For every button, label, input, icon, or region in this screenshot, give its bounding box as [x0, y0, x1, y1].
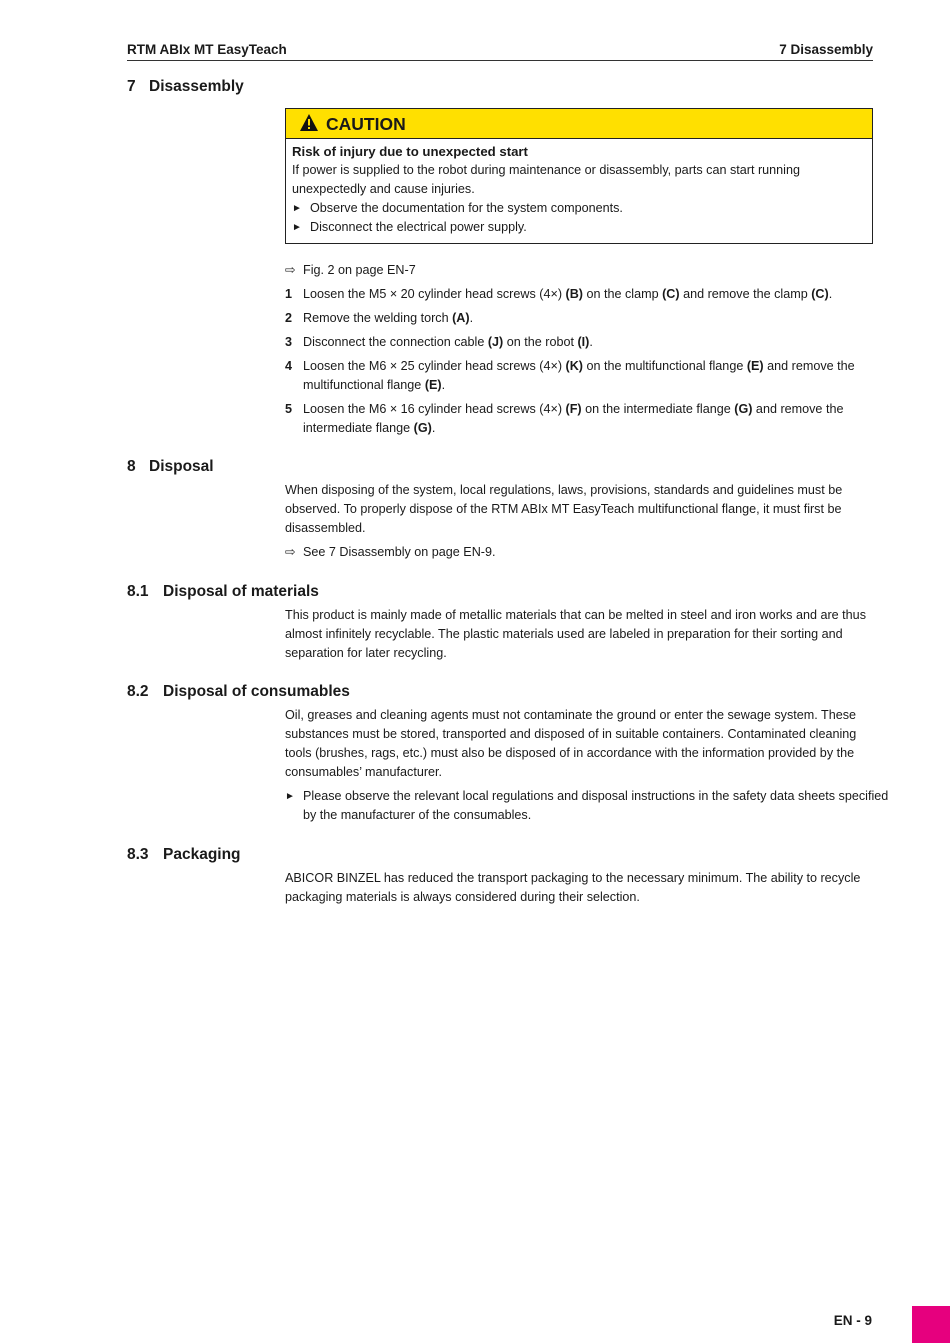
step-text-segment: on the clamp: [583, 287, 663, 301]
step-text: [303, 335, 593, 349]
step-number: 3: [285, 335, 293, 349]
page-tab-marker: [912, 1306, 950, 1343]
caution-text: If power is supplied to the robot during maintenance or disassembly, parts can start running unexpectedly and cause injuries.: [292, 163, 800, 196]
section-8-3-heading: 8.3 Packaging: [127, 846, 241, 863]
step-text-segment: on the robot: [503, 335, 578, 349]
page-header: [127, 40, 873, 61]
caution-body: [286, 139, 872, 243]
figure-reference: ⇨ Fig. 2 on page EN-7: [285, 261, 873, 280]
step-text-segment: Loosen the M6 × 16 cylinder head screws (4×): [303, 402, 566, 416]
step-item: [285, 400, 873, 438]
step-text: [303, 287, 832, 301]
step-text-segment: .: [589, 335, 593, 349]
part-reference: (E): [746, 359, 764, 373]
section-8-2-item: ► Please observe the relevant local regulations and disposal instructions in the safety data sheets specified by the manufacturer of the consumables.: [285, 789, 889, 822]
step-item: [285, 309, 873, 328]
step-text-segment: Remove the welding torch: [303, 311, 453, 325]
part-reference: (C): [811, 287, 829, 301]
section-8-2-text: Oil, greases and cleaning agents must not contaminate the ground or enter the sewage system. These substances must be stored, transported and disposed of in suitable containers. Contaminated cleaning tools (brushes, rags, etc.) must also be disposed of in accordance with the information provided by the consumables’ manufacturer.: [285, 708, 857, 779]
bullet-icon: ►: [285, 791, 295, 802]
part-reference: (G): [734, 402, 753, 416]
step-text-segment: .: [469, 311, 474, 325]
section-8-1-heading: 8.1 Disposal of materials: [127, 583, 319, 600]
section-8-3-text: ABICOR BINZEL has reduced the transport packaging to the necessary minimum. The ability to recycle packaging materials is always considered during their selection.: [285, 871, 861, 904]
step-text-segment: on the intermediate flange: [581, 402, 735, 416]
step-number: 4: [285, 359, 293, 373]
caution-header: [286, 109, 872, 139]
part-reference: (J): [487, 335, 504, 349]
part-reference: (C): [662, 287, 680, 301]
step-text-segment: Loosen the M6 × 25 cylinder head screws (4×): [303, 359, 566, 373]
part-reference: (K): [565, 359, 583, 373]
reference-arrow-icon: ⇨: [285, 545, 296, 559]
step-text: [303, 359, 855, 392]
bullet-icon: ►: [292, 203, 302, 214]
bullet-icon: ►: [292, 222, 302, 233]
section-8-1-text: This product is mainly made of metallic materials that can be melted in steel and iron works and are thus almost infinitely recyclable. The plastic materials used are labeled in preparation for their sorting and separation for later recycling.: [285, 608, 866, 660]
section-8-text: When disposing of the system, local regulations, laws, provisions, standards and guidelines must be observed. To properly dispose of the RTM ABIx MT EasyTeach multifunctional flange, it must first be disassembled.: [285, 483, 843, 535]
section-7-heading: 7 Disassembly: [127, 78, 244, 95]
warning-triangle-icon: [299, 113, 319, 132]
step-text: [303, 402, 843, 435]
part-reference: (B): [565, 287, 583, 301]
caution-item: ► Observe the documentation for the system components.: [292, 199, 866, 218]
step-text-segment: .: [441, 378, 446, 392]
step-number: 1: [285, 287, 293, 301]
step-item: [285, 285, 873, 304]
step-text-segment: and remove the multifunctional flange: [303, 359, 855, 392]
section-8-heading: 8 Disposal: [127, 458, 214, 475]
part-reference: (A): [452, 311, 470, 325]
step-text-segment: on the multifunctional flange: [583, 359, 747, 373]
header-chapter: 7 Disassembly: [779, 42, 873, 57]
part-reference: (I): [577, 335, 590, 349]
caution-subtitle: Risk of injury due to unexpected start: [292, 144, 528, 159]
part-reference: (E): [424, 378, 442, 392]
step-text-segment: Disconnect the connection cable: [303, 335, 488, 349]
reference-arrow-icon: ⇨: [285, 263, 296, 277]
header-product: RTM ABIx MT EasyTeach: [127, 42, 287, 57]
part-reference: (F): [565, 402, 582, 416]
section-8-2-heading: 8.2 Disposal of consumables: [127, 683, 350, 700]
step-text-segment: Loosen the M5 × 20 cylinder head screws (4×): [303, 287, 566, 301]
caution-box: [285, 108, 873, 244]
caution-title: CAUTION: [326, 114, 406, 134]
section-8-reference: ⇨ See 7 Disassembly on page EN-9.: [285, 543, 873, 562]
step-text-segment: and remove the clamp: [679, 287, 812, 301]
step-text: [303, 311, 473, 325]
step-text-segment: .: [828, 287, 833, 301]
page-number: EN - 9: [833, 1313, 872, 1328]
step-item: [285, 357, 873, 395]
step-text-segment: and remove the intermediate flange: [303, 402, 844, 435]
step-item: [285, 333, 873, 352]
part-reference: (G): [413, 421, 432, 435]
step-number: 2: [285, 311, 293, 325]
step-text-segment: .: [431, 421, 436, 435]
disassembly-steps: [285, 285, 873, 443]
step-number: 5: [285, 402, 293, 416]
caution-item: ► Disconnect the electrical power supply.: [292, 218, 866, 237]
